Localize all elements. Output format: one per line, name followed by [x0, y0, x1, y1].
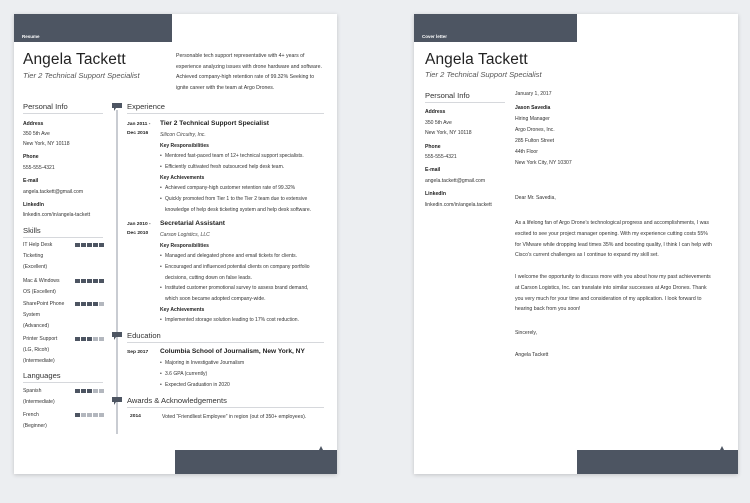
address-line2: New York, NY 10118 — [23, 141, 70, 147]
email-value: angela.tackett@gmail.com — [425, 178, 486, 184]
resume-title: Tier 2 Technical Support Specialist — [23, 71, 140, 80]
summary-line: Personable tech support representative with 4+ years of — [176, 53, 305, 59]
job-title: Tier 2 Technical Support Specialist — [160, 120, 269, 127]
phone-value: 555-555-4321 — [425, 154, 457, 160]
cover-title: Tier 2 Technical Support Specialist — [425, 70, 542, 79]
flag-icon — [112, 332, 122, 340]
language-name: Spanish — [23, 388, 42, 394]
skill-name: Ticketing — [23, 253, 44, 259]
skill-item — [23, 334, 71, 367]
language-item — [23, 410, 71, 432]
cover-personal-info-heading: Personal Info — [425, 91, 470, 100]
linkedin-value: linkedin.com/in/angela-tackett — [23, 212, 91, 218]
bullet-continuation: which soon became adopted company-wide. — [165, 296, 266, 302]
bullet-item: • Instituted customer promotional survey to assess brand demand, — [160, 283, 308, 294]
language-level-label: (Intermediate) — [23, 399, 55, 405]
rating-bar-segment — [75, 279, 80, 283]
job-date-start: Jan 2010 - — [127, 222, 151, 227]
bullet-continuation: decisions, cutting down on false leads. — [165, 275, 252, 281]
award-text: Voted “Friendliest Employee” in region (out of 350+ employees). — [162, 414, 307, 420]
resume-name: Angela Tackett — [23, 51, 126, 68]
recipient-line: Hiring Manager — [515, 116, 550, 122]
job-company: Carson Logistics, LLC — [160, 232, 210, 238]
skill-name: Printer Support — [23, 336, 58, 342]
rating-bar-segment — [99, 337, 104, 341]
job-date-end: Dec 2010 — [127, 231, 149, 236]
skills-heading: Skills — [23, 226, 41, 235]
letter-paragraph — [515, 272, 735, 315]
job-date-end: Dec 2016 — [127, 131, 149, 136]
rating-bar-segment — [99, 413, 104, 417]
rating-bar-segment — [75, 337, 80, 341]
skill-item — [23, 276, 71, 298]
rating-bar-segment — [81, 302, 86, 306]
rating-bar-segment — [93, 413, 98, 417]
cover-tab-label: Cover letter — [422, 34, 448, 39]
address-line1: 350 5th Ave — [425, 120, 452, 126]
skill-name: SharePoint Phone — [23, 301, 65, 307]
paragraph-line: hearing back from you soon! — [515, 306, 581, 313]
cover-letter-page — [414, 14, 738, 474]
email-value: angela.tackett@gmail.com — [23, 189, 84, 195]
skill-rating — [75, 243, 104, 247]
skill-rating — [75, 337, 104, 341]
flag-icon — [112, 397, 122, 405]
rating-bar-segment — [87, 389, 92, 393]
awards-heading: Awards & Acknowledgements — [127, 396, 227, 405]
resume-summary — [176, 51, 334, 93]
bullet-item: • Mentored fast-paced team of 12+ technical support specialists. — [160, 151, 304, 162]
rating-bar-segment — [93, 337, 98, 341]
paragraph-line: I welcome the opportunity to discuss more with you about how my past achievements — [515, 274, 711, 280]
bullet-item: • Expected Graduation in 2020 — [160, 380, 230, 391]
recipient-name: Jason Savedia — [515, 105, 551, 111]
address-line1: 350 5th Ave — [23, 131, 50, 137]
achievements-label: Key Achievements — [160, 307, 205, 313]
skill-name: IT Help Desk — [23, 242, 53, 248]
recipient-line: Argo Drones, Inc. — [515, 127, 555, 133]
summary-line: Achieved company-high retention rate of 99.32% Seeking to — [176, 74, 315, 81]
phone-label: Phone — [425, 144, 441, 150]
rating-bar-segment — [75, 243, 80, 247]
recipient-line: 285 Fulton Street — [515, 138, 555, 144]
bullet-item: • 3.6 GPA (currently) — [160, 369, 207, 380]
rating-bar-segment — [99, 279, 104, 283]
divider — [127, 407, 324, 408]
language-item — [23, 386, 71, 408]
recipient-line: New York City, NY 10307 — [515, 160, 572, 166]
bullet-item: • Majoring in Investigative Journalism — [160, 358, 244, 369]
award-date: 2014 — [130, 414, 141, 419]
language-level-label: (Beginner) — [23, 423, 47, 429]
divider — [23, 382, 103, 383]
divider — [23, 113, 103, 114]
responsibilities-label: Key Responsibilities — [160, 143, 209, 149]
email-label: E-mail — [425, 167, 441, 173]
cover-name: Angela Tackett — [425, 51, 528, 68]
rating-bar-segment — [81, 243, 86, 247]
cover-header-tab — [414, 14, 577, 42]
divider — [127, 113, 324, 114]
rating-bar-segment — [75, 413, 80, 417]
summary-line: experience analyzing issues with drone hardware and software. — [176, 63, 322, 70]
skill-name: OS (Excellent) — [23, 289, 56, 295]
rating-bar-segment — [81, 389, 86, 393]
phone-label: Phone — [23, 154, 39, 160]
rating-bar-segment — [87, 243, 92, 247]
resume-tab-label: Resume — [22, 34, 40, 39]
education-heading: Education — [127, 331, 161, 340]
skill-level-label: (Excellent) — [23, 264, 48, 270]
languages-heading: Languages — [23, 371, 61, 380]
address-label: Address — [425, 109, 446, 115]
linkedin-label: LinkedIn — [425, 191, 446, 197]
rating-bar-segment — [87, 337, 92, 341]
language-rating — [75, 389, 104, 393]
skill-item — [23, 240, 71, 273]
language-name: French — [23, 412, 39, 418]
experience-heading: Experience — [127, 102, 165, 111]
education-date: Sep 2017 — [127, 350, 149, 355]
bullet-item: • Achieved company-high customer retention rate of 99.32% — [160, 183, 295, 194]
job-title: Secretarial Assistant — [160, 220, 225, 227]
rating-bar-segment — [81, 337, 86, 341]
rating-bar-segment — [99, 389, 104, 393]
skill-level-label: (Advanced) — [23, 323, 50, 329]
paragraph-line: Cisco’s current challenges as I continue to expand my skill set. — [515, 252, 659, 259]
letter-date: January 1, 2017 — [515, 91, 552, 97]
skill-rating — [75, 302, 104, 306]
phone-value: 555-555-4321 — [23, 165, 55, 171]
skill-name: Mac & Windows — [23, 278, 60, 284]
paragraph-line: for VMware while dropping lead times 35% and boosting quality, I think I can help with — [515, 241, 712, 248]
timeline-line — [116, 110, 118, 434]
paragraph-line: at Carson Logistics, Inc. can translate into similar successes at Argo Drones. Thank — [515, 284, 707, 291]
address-label: Address — [23, 121, 44, 127]
linkedin-value: linkedin.com/in/angela.tackett — [425, 202, 492, 208]
rating-bar-segment — [93, 302, 98, 306]
divider — [23, 237, 103, 238]
rating-bar-segment — [87, 413, 92, 417]
skill-rating — [75, 279, 104, 283]
job-date-start: Jan 2011 - — [127, 122, 151, 127]
rating-bar-segment — [75, 302, 80, 306]
letter-greeting: Dear Mr. Savedia, — [515, 195, 556, 201]
responsibilities-label: Key Responsibilities — [160, 243, 209, 249]
rating-bar-segment — [93, 243, 98, 247]
letter-signature: Angela Tackett — [515, 352, 549, 358]
language-rating — [75, 413, 104, 417]
achievements-label: Key Achievements — [160, 175, 205, 181]
letter-paragraph — [515, 218, 735, 261]
school-name: Columbia School of Journalism, New York, NY — [160, 348, 305, 355]
rating-bar-segment — [99, 302, 104, 306]
skill-name: System — [23, 312, 40, 318]
paragraph-line: As a lifelong fan of Argo Drone’s technological progress and accomplishments, I was — [515, 220, 709, 226]
recipient-line: 44th Floor — [515, 149, 538, 155]
rating-bar-segment — [81, 413, 86, 417]
bullet-continuation: knowledge of help desk ticketing system and help desk software. — [165, 207, 312, 213]
rating-bar-segment — [87, 279, 92, 283]
divider — [425, 102, 505, 103]
cover-footer-tab — [577, 450, 738, 474]
bullet-item: • Quickly promoted from Tier 1 to the Tier 2 team due to extensive — [160, 194, 307, 205]
personal-info-heading: Personal Info — [23, 102, 68, 111]
bullet-item: • Encouraged and influenced potential clients on company portfolio — [160, 262, 310, 273]
rating-bar-segment — [99, 243, 104, 247]
rating-bar-segment — [93, 389, 98, 393]
skill-level-label: (Intermediate) — [23, 358, 55, 364]
skill-item — [23, 299, 71, 332]
job-company: Silicon Circuitry, Inc. — [160, 132, 206, 138]
resume-header-tab — [14, 14, 172, 42]
bullet-item: • Managed and delegated phone and email tickets for clients. — [160, 251, 297, 262]
rating-bar-segment — [87, 302, 92, 306]
paragraph-line: you very much for your time and consideration of my application. I look forward to — [515, 295, 702, 302]
linkedin-label: LinkedIn — [23, 202, 44, 208]
resume-footer-tab — [175, 450, 337, 474]
flag-icon — [112, 103, 122, 111]
letter-closing: Sincerely, — [515, 330, 537, 336]
rating-bar-segment — [81, 279, 86, 283]
rating-bar-segment — [93, 279, 98, 283]
summary-line: ignite career with the team at Argo Drones. — [176, 84, 275, 91]
resume-page — [14, 14, 337, 474]
bullet-item: • Implemented storage solution leading to 17% cost reduction. — [160, 315, 299, 326]
address-line2: New York, NY 10118 — [425, 130, 472, 136]
divider — [127, 342, 324, 343]
email-label: E-mail — [23, 178, 39, 184]
paragraph-line: excited to see your project manager opening. With my experience cutting costs 55% — [515, 230, 708, 237]
rating-bar-segment — [75, 389, 80, 393]
skill-name: (LG, Ricoh) — [23, 347, 50, 353]
bullet-item: • Efficiently cultivated fresh outsourced help desk team. — [160, 162, 284, 173]
